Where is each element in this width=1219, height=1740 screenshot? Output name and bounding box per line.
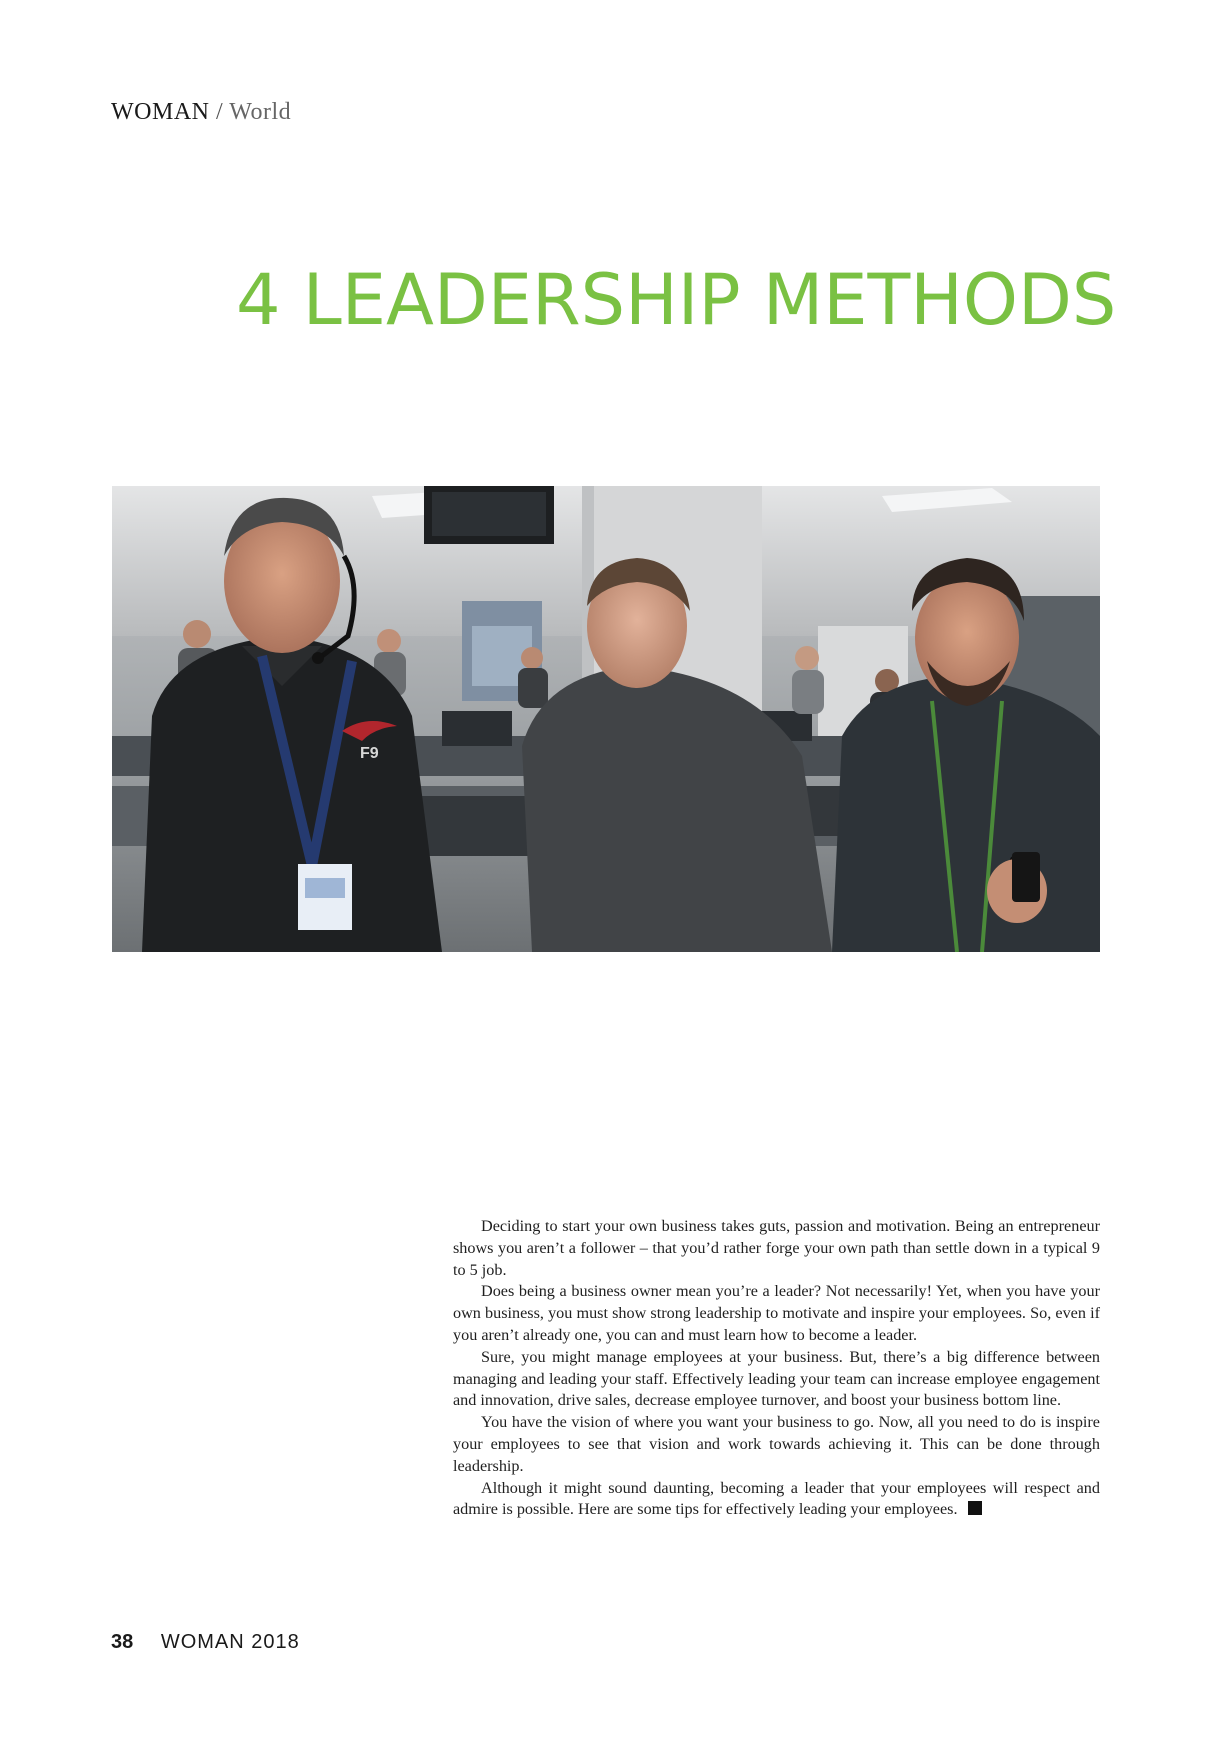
- end-of-article-mark: [968, 1501, 982, 1515]
- section-label: [111, 99, 291, 126]
- article-paragraph: Deciding to start your own business takes guts, passion and motivation. Being an entrepreneur shows you aren’t a follower – that you’d rather forge your own path than settle down in a typical 9 to 5 job.: [453, 1217, 1100, 1279]
- page-number: 38: [111, 1631, 134, 1653]
- article-paragraph: Does being a business owner mean you’re a leader? Not necessarily! Yet, when you have your own business, you must show strong leadership to motivate and inspire your employees. So, even if you aren’t already one, you can and must learn how to become a leader.: [453, 1282, 1100, 1344]
- subsection-name: World: [229, 99, 292, 125]
- shirt-badge-text: F9: [360, 745, 379, 762]
- article-body: [453, 1216, 1100, 1521]
- article-paragraph: You have the vision of where you want your business to go. Now, all you need to do is inspire your employees to see that vision and work towards achieving it. This can be done through leadership.: [453, 1413, 1100, 1475]
- article-paragraph-last: [453, 1478, 1100, 1522]
- page-footer: [111, 1631, 300, 1654]
- article-photo: [112, 486, 1100, 952]
- article-title: 4 LEADERSHIP METHODS: [236, 259, 1117, 341]
- section-separator: /: [216, 99, 224, 125]
- section-name: WOMAN: [111, 99, 210, 125]
- publication-name: WOMAN 2018: [160, 1631, 300, 1653]
- article-paragraph-text: Although it might sound daunting, becoming a leader that your employees will respect and admire is possible. Here are some tips for effectively leading your employees.: [453, 1478, 1100, 1519]
- article-paragraph: Sure, you might manage employees at your business. But, there’s a big difference between managing and leading your staff. Effectively leading your team can increase employee engagement and innovation, drive sales, decrease employee turnover, and boost your business bottom line.: [453, 1347, 1100, 1410]
